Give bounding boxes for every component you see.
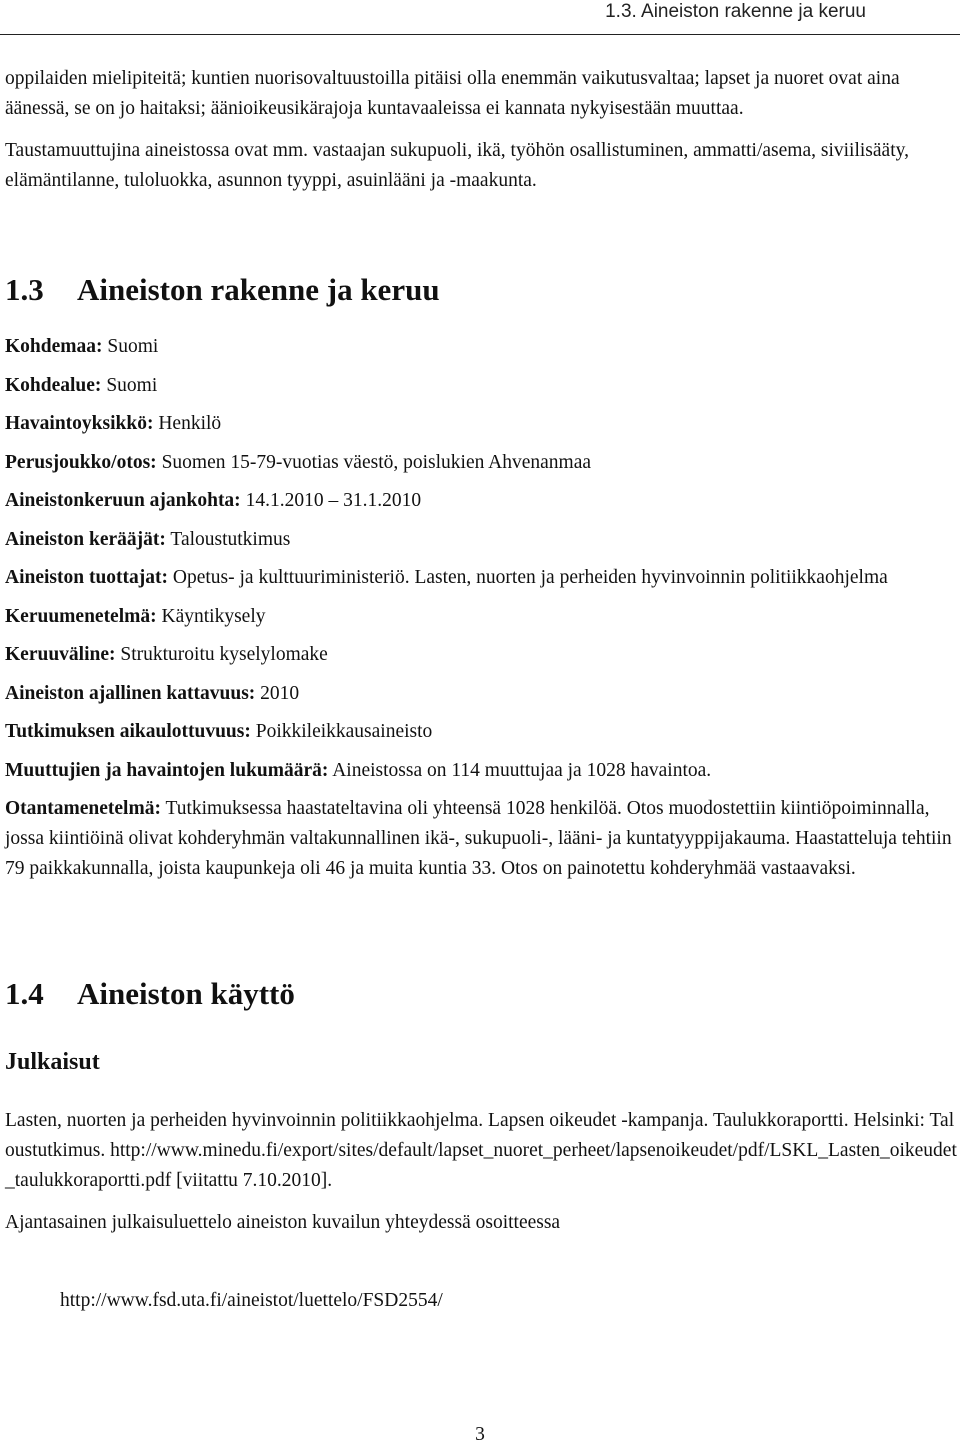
meta-label: Kohdemaa: [5,336,103,357]
meta-row-otantamenetelma [5,794,957,884]
meta-row-kohdemaa [5,332,957,362]
section-heading-1-4 [5,974,957,1014]
meta-label: Keruuväline: [5,644,116,665]
meta-label: Otantamenetelmä: [5,798,161,819]
meta-row-keraajat [5,525,957,555]
meta-row-ajankohta [5,486,957,516]
meta-value: Suomi [107,336,159,357]
meta-value: 14.1.2010 – 31.1.2010 [245,490,422,511]
meta-row-tuottajat [5,563,957,593]
meta-label: Keruumenetelmä: [5,605,157,627]
meta-value: Opetus- ja kulttuuriministeriö. Lasten, nuorten ja perheiden hyvinvoinnin politiikkaohjelma [172,567,888,588]
section-heading-1-3 [5,270,957,310]
meta-label: Tutkimuksen aikaulottuvuus: [5,721,251,742]
publication-reference: Lasten, nuorten ja perheiden hyvinvoinnin politiikkaohjelma. Lapsen oikeudet -kampanja. Taulukkoraportti. Helsinki: Taloustutkimus. http://www.minedu.fi/export/sites/default/lapset_nuoret_perheet/lapsenoikeudet/pdf/LSKL_Lasten_oikeudet_taulukkoraportti.pdf [viitattu 7.10.2010]. [5,1110,957,1191]
section-number: 1.4 [5,976,44,1011]
intro-paragraph-2: Taustamuuttujina aineistossa ovat mm. vastaajan sukupuoli, ikä, työhön osallistuminen, ammatti/asema, siviilisääty, elämäntilanne, tuloluokka, asunnon tyyppi, asuinlääni ja -maakunta. [5,140,909,191]
meta-value: Taloustutkimus [170,528,291,550]
page-number: 3 [475,1424,485,1445]
meta-row-aikaulottuvuus [5,717,957,747]
intro-paragraph-1: oppilaiden mielipiteitä; kuntien nuorisovaltuustoilla pitäisi olla enemmän vaikutusvaltaa; lapset ja nuoret ovat aina äänessä, se on jo haitaksi; äänioikeusikärajoja kuntavaaleissa ei kannata nykyisestään muuttaa. [5,68,900,119]
section-title: Aineiston käyttö [77,976,295,1011]
meta-label: Aineistonkeruun ajankohta: [5,490,241,511]
meta-value: Tutkimuksessa haastateltavina oli yhteensä 1028 henkilöä. Otos muodostettiin kiintiöpoiminnalla, jossa kiintiöinä olivat kohderyhmän valtakunnallinen ikä-, sukupuoli-, lääni- ja kuntatyyppijakauma. Haastatteluja tehtiin 79 paikkakunnalla, joista kaupunkeja oli 46 ja muita kuntia 33. Otos on painotettu kohderyhmää vastaavaksi. [5,798,952,879]
running-header-title: 1.3. Aineiston rakenne ja keruu [605,1,866,22]
meta-value: Henkilö [158,413,222,434]
meta-value: Käyntikysely [161,605,266,627]
meta-value: Suomen 15-79-vuotias väestö, poislukien Ahvenanmaa [161,451,592,473]
section-title: Aineiston rakenne ja keruu [77,272,440,307]
catalogue-url-link[interactable]: http://www.fsd.uta.fi/aineistot/luettelo/FSD2554/ [60,1290,443,1311]
catalogue-note: Ajantasainen julkaisuluettelo aineiston kuvailun yhteydessä osoitteessa [5,1212,561,1233]
page-content [5,64,957,1316]
metadata-list [5,332,957,884]
meta-label: Havaintoyksikkö: [5,413,154,434]
running-header [0,0,960,35]
meta-value: Strukturoitu kyselylomake [120,644,328,665]
meta-value: Suomi [106,374,158,396]
meta-label: Perusjoukko/otos: [5,451,157,473]
meta-row-lukumaara [5,756,957,786]
meta-label: Aineiston ajallinen kattavuus: [5,682,256,704]
meta-row-havaintoyksikko [5,409,957,439]
meta-row-keruumenetelma [5,602,957,632]
meta-value: 2010 [260,682,300,704]
subheading-julkaisut: Julkaisut [5,1049,100,1075]
meta-label: Aineiston tuottajat: [5,567,169,588]
meta-value: Poikkileikkausaineisto [255,721,433,742]
meta-row-kattavuus [5,679,957,709]
meta-label: Kohdealue: [5,374,102,396]
catalogue-url-line [5,1286,957,1316]
meta-label: Aineiston kerääjät: [5,528,166,550]
meta-row-keruuvaline [5,640,957,670]
meta-label: Muuttujien ja havaintojen lukumäärä: [5,759,329,781]
meta-row-perusjoukko [5,448,957,478]
meta-row-kohdealue [5,371,957,401]
section-number: 1.3 [5,272,44,307]
meta-value: Aineistossa on 114 muuttujaa ja 1028 havaintoa. [332,759,712,781]
